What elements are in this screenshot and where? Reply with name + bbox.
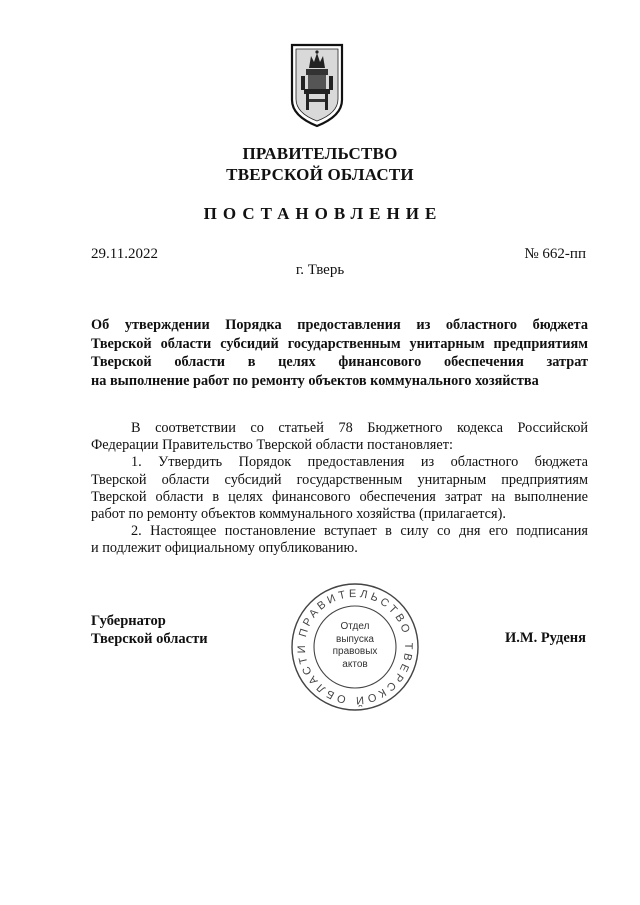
government-title [0, 143, 640, 185]
stamp-center-line: правовых [332, 646, 378, 657]
body-line: 2. Настоящее постановление вступает в силу со дня его подписания [131, 523, 588, 540]
document-body [91, 420, 588, 558]
stamp-center-line: Отдел [340, 621, 370, 632]
stamp-center-text [311, 621, 399, 671]
government-title-line2: ТВЕРСКОЙ ОБЛАСТИ [226, 165, 414, 184]
body-line: В соответствии со статьей 78 Бюджетного кодекса Российской [131, 420, 588, 436]
stamp-ring-text: ПРАВИТЕЛЬСТВО ТВЕРСКОЙ ОБЛАСТИ [295, 587, 415, 707]
signer-title-line2: Тверской области [91, 631, 208, 647]
document-city: г. Тверь [295, 262, 345, 278]
stamp-center-line: актов [342, 658, 368, 670]
government-title-line1: ПРАВИТЕЛЬСТВО [242, 144, 398, 163]
signer-title [91, 612, 208, 648]
signer-title-line1: Губернатор [91, 613, 166, 629]
stamp-center-line: выпуска [336, 633, 374, 645]
document-subject [91, 316, 588, 390]
document-number: № 662-пп [524, 246, 586, 262]
subject-line: Об утверждении Порядка предоставления из областного бюджета [91, 317, 588, 333]
subject-line: Тверской области в целях финансового обеспечения затрат [91, 354, 588, 370]
body-line: Тверской области субсидий государственным унитарным предприятиям [91, 471, 588, 488]
body-line: 1. Утвердить Порядок предоставления из областного бюджета [131, 454, 588, 471]
signer-name: И.М. Руденя [504, 630, 586, 646]
body-line: работ по ремонту объектов коммунального хозяйства (прилагается). [91, 506, 506, 523]
document-date: 29.11.2022 [91, 246, 158, 262]
body-line: Тверской области в целях финансового обеспечения затрат на выполнение [91, 488, 588, 505]
document-type-heading: ПОСТАНОВЛЕНИЕ [203, 204, 443, 223]
body-line: Федерации Правительство Тверской области постановляет: [91, 437, 453, 454]
coat-of-arms-emblem [289, 42, 345, 128]
subject-line: Тверской области субсидий государственным унитарным предприятиям [91, 335, 588, 352]
body-line: и подлежит официальному опубликованию. [91, 540, 358, 557]
subject-line: на выполнение работ по ремонту объектов коммунального хозяйства [91, 372, 539, 389]
official-stamp [289, 581, 421, 713]
